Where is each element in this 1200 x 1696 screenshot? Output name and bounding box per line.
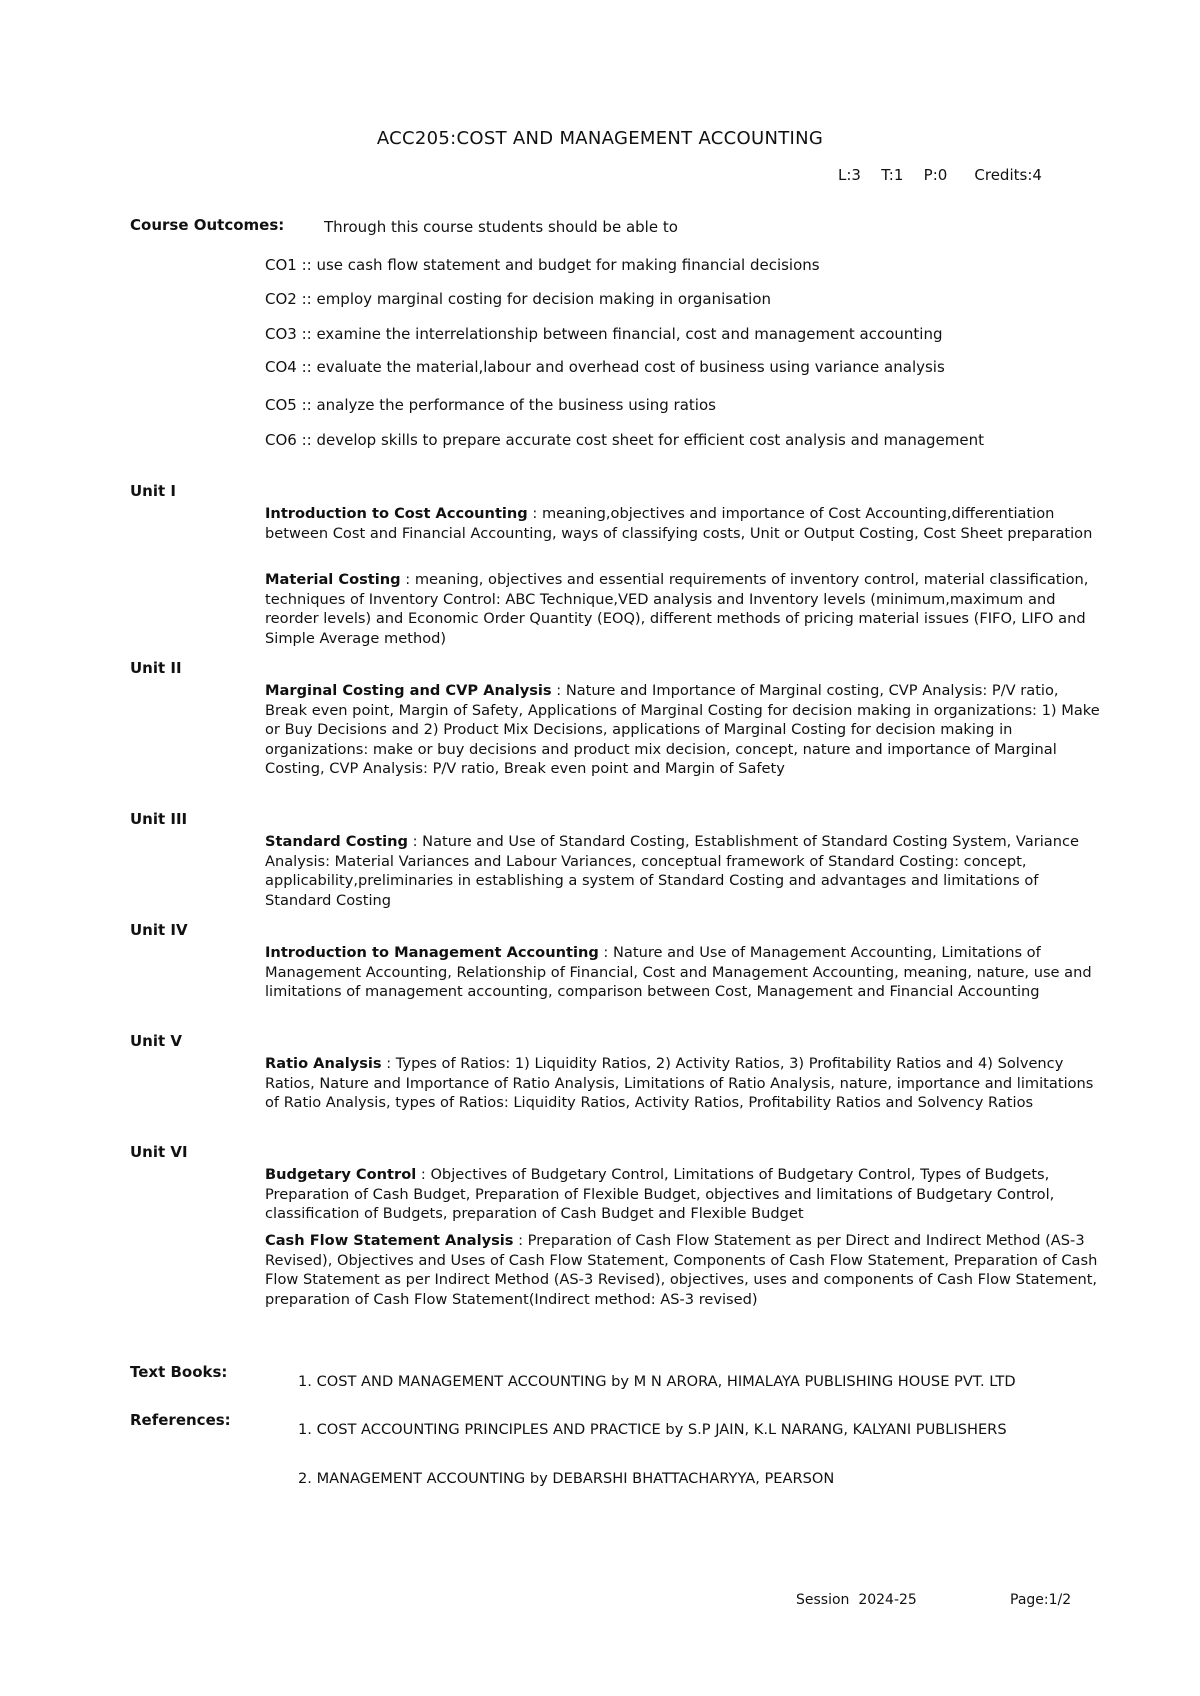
topic-title: Budgetary Control: [265, 1166, 417, 1183]
topic-title: Cash Flow Statement Analysis: [265, 1232, 514, 1249]
unit-heading: Unit II: [130, 659, 182, 677]
references-label: References:: [130, 1411, 231, 1429]
session-label: Session 2024-25: [796, 1592, 917, 1608]
topic-text: : meaning, objectives and essential requirements of inventory control, material classification, techniques of Inventory Control: ABC Technique,VED analysis and Inventory levels (minimum,maximum and reorder levels) and Economic Order Quantity (EOQ), different methods of pricing material issues (FIFO, LIFO and Simple Average method): [265, 571, 1089, 647]
unit-topic: [265, 1165, 1103, 1224]
topic-text: : meaning,objectives and importance of Cost Accounting,differentiation between Cost and Financial Accounting, ways of classifying costs, Unit or Output Costing, Cost Sheet preparation: [265, 505, 1093, 542]
course-outcome-item: CO4 :: evaluate the material,labour and overhead cost of business using variance analysis: [265, 358, 945, 376]
topic-title: Standard Costing: [265, 833, 408, 850]
reference-item: 1. COST ACCOUNTING PRINCIPLES AND PRACTICE by S.P JAIN, K.L NARANG, KALYANI PUBLISHERS: [298, 1421, 1007, 1438]
topic-text: : Nature and Importance of Marginal costing, CVP Analysis: P/V ratio, Break even point, Margin of Safety, Applications of Marginal Costing for decision making in organizations: 1) Make or Buy Decisions and 2) Product Mix Decisions, applications of Marginal Costing for decision making in organizations: make or buy decisions and product mix decision, concept, nature and importance of Marginal Costing, CVP Analysis: P/V ratio, Break even point and Margin of Safety: [265, 682, 1100, 778]
unit-heading: Unit V: [130, 1032, 183, 1050]
topic-text: : Objectives of Budgetary Control, Limitations of Budgetary Control, Types of Budgets, Preparation of Cash Budget, Preparation of Flexible Budget, objectives and limitations of Budgetary Control, classification of Budgets, preparation of Cash Budget and Flexible Budget: [265, 1166, 1055, 1223]
topic-title: Introduction to Cost Accounting: [265, 505, 528, 522]
unit-heading: Unit IV: [130, 921, 188, 939]
topic-title: Ratio Analysis: [265, 1055, 382, 1072]
course-outcome-item: CO2 :: employ marginal costing for decision making in organisation: [265, 290, 772, 308]
topic-title: Introduction to Management Accounting: [265, 944, 599, 961]
topic-text: : Nature and Use of Management Accounting, Limitations of Management Accounting, Relationship of Financial, Cost and Management Accounting, meaning, nature, use and limitations of management accounting, comparison between Cost, Management and Financial Accounting: [265, 944, 1092, 1001]
topic-text: : Preparation of Cash Flow Statement as per Direct and Indirect Method (AS-3 Revised), Objectives and Uses of Cash Flow Statement, Components of Cash Flow Statement, Preparation of Cash Flow Statement as per Indirect Method (AS-3 Revised), objectives, uses and components of Cash Flow Statement, preparation of Cash Flow Statement(Indirect method: AS-3 revised): [265, 1232, 1098, 1308]
course-outcome-item: CO3 :: examine the interrelationship between financial, cost and management accounting: [265, 325, 943, 343]
course-outcome-item: CO1 :: use cash flow statement and budget for making financial decisions: [265, 256, 820, 274]
topic-text: : Nature and Use of Standard Costing, Establishment of Standard Costing System, Variance Analysis: Material Variances and Labour Variances, conceptual framework of Standard Costing: concept, applicability,preliminaries in establishing a system of Standard Costing and advantages and limitations of Standard Costing: [265, 833, 1079, 909]
topic-title: Material Costing: [265, 571, 401, 588]
course-outcomes-intro: Through this course students should be able to: [324, 218, 678, 236]
unit-topic: [265, 943, 1103, 1002]
unit-heading: Unit VI: [130, 1143, 188, 1161]
unit-heading: Unit III: [130, 810, 188, 828]
text-book-item: 1. COST AND MANAGEMENT ACCOUNTING by M N ARORA, HIMALAYA PUBLISHING HOUSE PVT. LTD: [298, 1373, 1016, 1390]
course-outcome-item: CO6 :: develop skills to prepare accurate cost sheet for efficient cost analysis and management: [265, 431, 985, 449]
course-outcome-item: CO5 :: analyze the performance of the business using ratios: [265, 396, 716, 414]
text-books-label: Text Books:: [130, 1363, 228, 1381]
course-title: ACC205:COST AND MANAGEMENT ACCOUNTING: [376, 128, 824, 149]
page-number: Page:1/2: [1010, 1592, 1072, 1608]
unit-topic: [265, 1231, 1103, 1309]
credits-line: L:3 T:1 P:0 Credits:4: [838, 166, 1042, 184]
course-outcomes-label: Course Outcomes:: [130, 216, 285, 234]
unit-topic: [265, 1054, 1103, 1113]
unit-topic: [265, 681, 1103, 779]
topic-text: : Types of Ratios: 1) Liquidity Ratios, 2) Activity Ratios, 3) Profitability Ratios and 4) Solvency Ratios, Nature and Importance of Ratio Analysis, Limitations of Ratio Analysis, nature, importance and limitations of Ratio Analysis, types of Ratios: Liquidity Ratios, Activity Ratios, Profitability Ratios and Solvency Ratios: [265, 1055, 1094, 1112]
unit-topic: [265, 504, 1103, 543]
topic-title: Marginal Costing and CVP Analysis: [265, 682, 552, 699]
unit-topic: [265, 832, 1103, 910]
reference-item: 2. MANAGEMENT ACCOUNTING by DEBARSHI BHATTACHARYYA, PEARSON: [298, 1470, 835, 1487]
unit-topic: [265, 570, 1103, 648]
unit-heading: Unit I: [130, 482, 176, 500]
